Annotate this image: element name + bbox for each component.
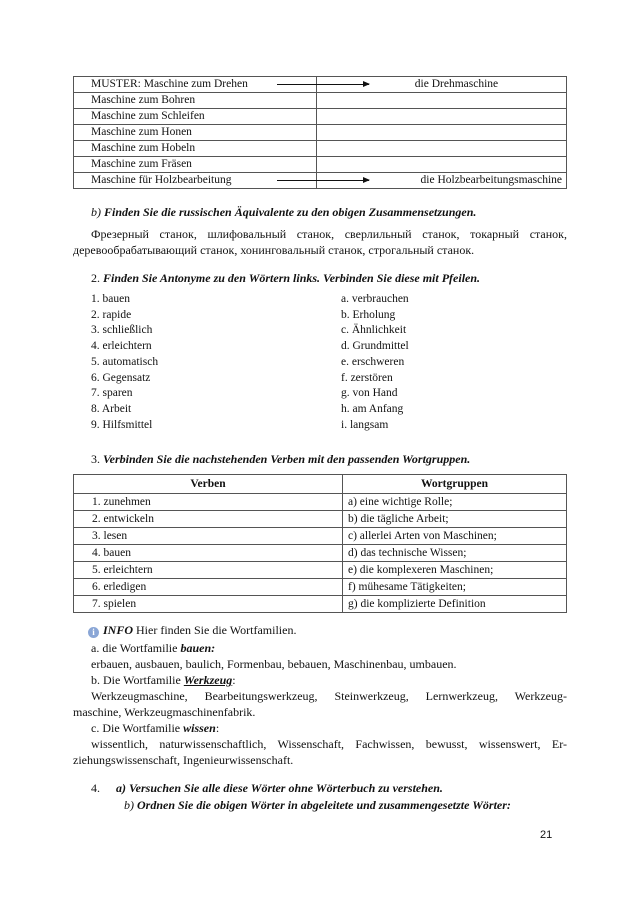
table-cell: f) mühesame Tätigkeiten; — [343, 579, 567, 596]
column-header: Verben — [74, 475, 343, 494]
table-row — [74, 511, 567, 528]
table-row — [74, 157, 567, 173]
task-text: Finden Sie Antonyme zu den Wörtern links. Verbinden Sie diese mit Pfeilen. — [103, 271, 481, 285]
table-cell: Maschine für Holzbearbeitung — [74, 173, 317, 189]
table-row — [74, 596, 567, 613]
table-row — [74, 562, 567, 579]
russian-line-2: деревообрабатывающий станок, хонинговальный станок, строгальный станок. — [73, 243, 475, 257]
table-cell: c) allerlei Arten von Maschinen; — [343, 528, 567, 545]
table-row — [74, 494, 567, 511]
list-item: 9. Hilfsmittel — [91, 418, 153, 431]
info-prefix: b. Die Wortfamilie — [91, 673, 184, 687]
info-prefix: c. Die Wortfamilie — [91, 721, 184, 735]
info-b-line-2: maschine, Werkzeugmaschinenfabrik. — [73, 705, 256, 719]
info-b-line-1: Werkzeugmaschine, Bearbeitungswerkzeug, Steinwerkzeug, Lernwerkzeug, Werkzeug- — [91, 689, 567, 703]
info-c-heading — [91, 720, 586, 736]
table-row — [74, 141, 567, 157]
task-label: a) — [116, 781, 126, 795]
list-item: i. langsam — [341, 418, 389, 431]
list-item: f. zerstören — [341, 371, 393, 384]
list-item: e. erschweren — [341, 355, 405, 368]
list-item: d. Grundmittel — [341, 340, 409, 353]
list-item: 4. erleichtern — [91, 340, 152, 353]
task3-heading — [91, 451, 586, 467]
task-label: b) — [91, 205, 101, 219]
arrow-right-icon — [277, 180, 369, 181]
task-text: Finden Sie die russischen Äquivalente zu den obigen Zusammensetzungen. — [104, 205, 477, 219]
table-cell: 2. entwickeln — [74, 511, 343, 528]
table-cell: Maschine zum Schleifen — [74, 109, 317, 125]
table-cell: e) die komplexeren Maschinen; — [343, 562, 567, 579]
table-row — [74, 545, 567, 562]
table-cell: Maschine zum Bohren — [74, 93, 317, 109]
table-cell — [316, 157, 566, 173]
info-colon: : — [215, 721, 220, 735]
list-item: 7. sparen — [91, 387, 133, 400]
column-header: Wortgruppen — [343, 475, 567, 494]
verbs-table — [73, 474, 567, 613]
table-cell: 4. bauen — [74, 545, 343, 562]
russian-line-1: Фрезерный станок, шлифовальный станок, сверлильный станок, токарный станок, — [91, 227, 567, 241]
task-number: 2. — [91, 271, 100, 285]
info-word: wissen — [183, 721, 216, 735]
table-cell: g) die komplizierte Definition — [343, 596, 567, 613]
task2-right-list — [341, 292, 409, 433]
task4-a — [91, 780, 586, 796]
info-b-heading — [91, 672, 586, 688]
info-colon: : — [232, 673, 236, 687]
table-cell — [316, 125, 566, 141]
table-row — [74, 93, 567, 109]
task2-left-list — [91, 292, 158, 433]
list-item: c. Ähnlichkeit — [341, 324, 407, 337]
table-cell: b) die tägliche Arbeit; — [343, 511, 567, 528]
task2-heading — [91, 270, 586, 286]
info-word: bauen: — [180, 641, 216, 655]
table-header-row — [74, 475, 567, 494]
table-cell — [316, 93, 566, 109]
info-a-heading — [91, 640, 586, 656]
info-c-line-1: wissentlich, naturwissenschaftlich, Wissenschaft, Fachwissen, bewusst, wissenswert, Er- — [91, 737, 567, 751]
arrow-right-icon — [277, 84, 369, 85]
info-c-line-2: ziehungswissenschaft, Ingenieurwissenschaft. — [73, 753, 294, 767]
table-cell — [316, 109, 566, 125]
table-cell: Maschine zum Honen — [74, 125, 317, 141]
table-cell — [316, 173, 566, 189]
table-row — [74, 109, 567, 125]
table-row — [74, 579, 567, 596]
table-cell-text: die Drehmaschine — [414, 78, 499, 90]
table-cell: Maschine zum Fräsen — [74, 157, 317, 173]
table-cell — [316, 141, 566, 157]
table-row — [74, 173, 567, 189]
task-text: Ordnen Sie die obigen Wörter in abgeleitete und zusammengesetzte Wörter: — [137, 798, 511, 812]
table-cell: 6. erledigen — [74, 579, 343, 596]
table-cell: 3. lesen — [74, 528, 343, 545]
list-item: 1. bauen — [91, 293, 130, 305]
task-text: Verbinden Sie die nachstehenden Verben mit den passenden Wortgruppen. — [103, 452, 471, 466]
table-cell: 5. erleichtern — [74, 562, 343, 579]
info-text: Hier finden Sie die Wortfamilien. — [136, 623, 297, 637]
list-item: h. am Anfang — [341, 402, 404, 415]
info-heading — [88, 622, 583, 638]
task-number: 3. — [91, 452, 100, 466]
list-item: 6. Gegensatz — [91, 371, 151, 384]
task-text: Versuchen Sie alle diese Wörter ohne Wörterbuch zu verstehen. — [129, 781, 443, 795]
table-cell: Maschine zum Hobeln — [74, 141, 317, 157]
table-cell: d) das technische Wissen; — [343, 545, 567, 562]
list-item: 5. automatisch — [91, 355, 159, 368]
list-item: a. verbrauchen — [341, 293, 409, 305]
table-cell: MUSTER: Maschine zum Drehen — [74, 77, 317, 93]
info-word: Werkzeug — [183, 673, 233, 687]
info-a-list: erbauen, ausbauen, baulich, Formenbau, bebauen, Maschinenbau, umbauen. — [91, 657, 457, 671]
task-number: 4. — [91, 781, 100, 795]
table-row — [74, 125, 567, 141]
list-item: 3. schließlich — [91, 324, 153, 337]
task-b-heading — [91, 204, 586, 220]
table-cell-text: die Holzbearbeitungsmaschine — [420, 174, 562, 186]
info-label: INFO — [103, 623, 134, 637]
table-cell — [316, 77, 566, 93]
info-prefix: a. die Wortfamilie — [91, 641, 181, 655]
table-cell: 7. spielen — [74, 596, 343, 613]
info-icon: i — [88, 627, 99, 638]
table-cell: 1. zunehmen — [74, 494, 343, 511]
compound-table — [73, 76, 567, 189]
table-row — [74, 528, 567, 545]
task-label: b) — [124, 798, 134, 812]
task4-b — [124, 797, 619, 813]
page-number: 21 — [540, 829, 553, 841]
table-cell: a) eine wichtige Rolle; — [343, 494, 567, 511]
list-item: g. von Hand — [341, 387, 398, 400]
table-row — [74, 77, 567, 93]
list-item: b. Erholung — [341, 308, 396, 321]
list-item: 8. Arbeit — [91, 402, 132, 415]
list-item: 2. rapide — [91, 308, 132, 321]
